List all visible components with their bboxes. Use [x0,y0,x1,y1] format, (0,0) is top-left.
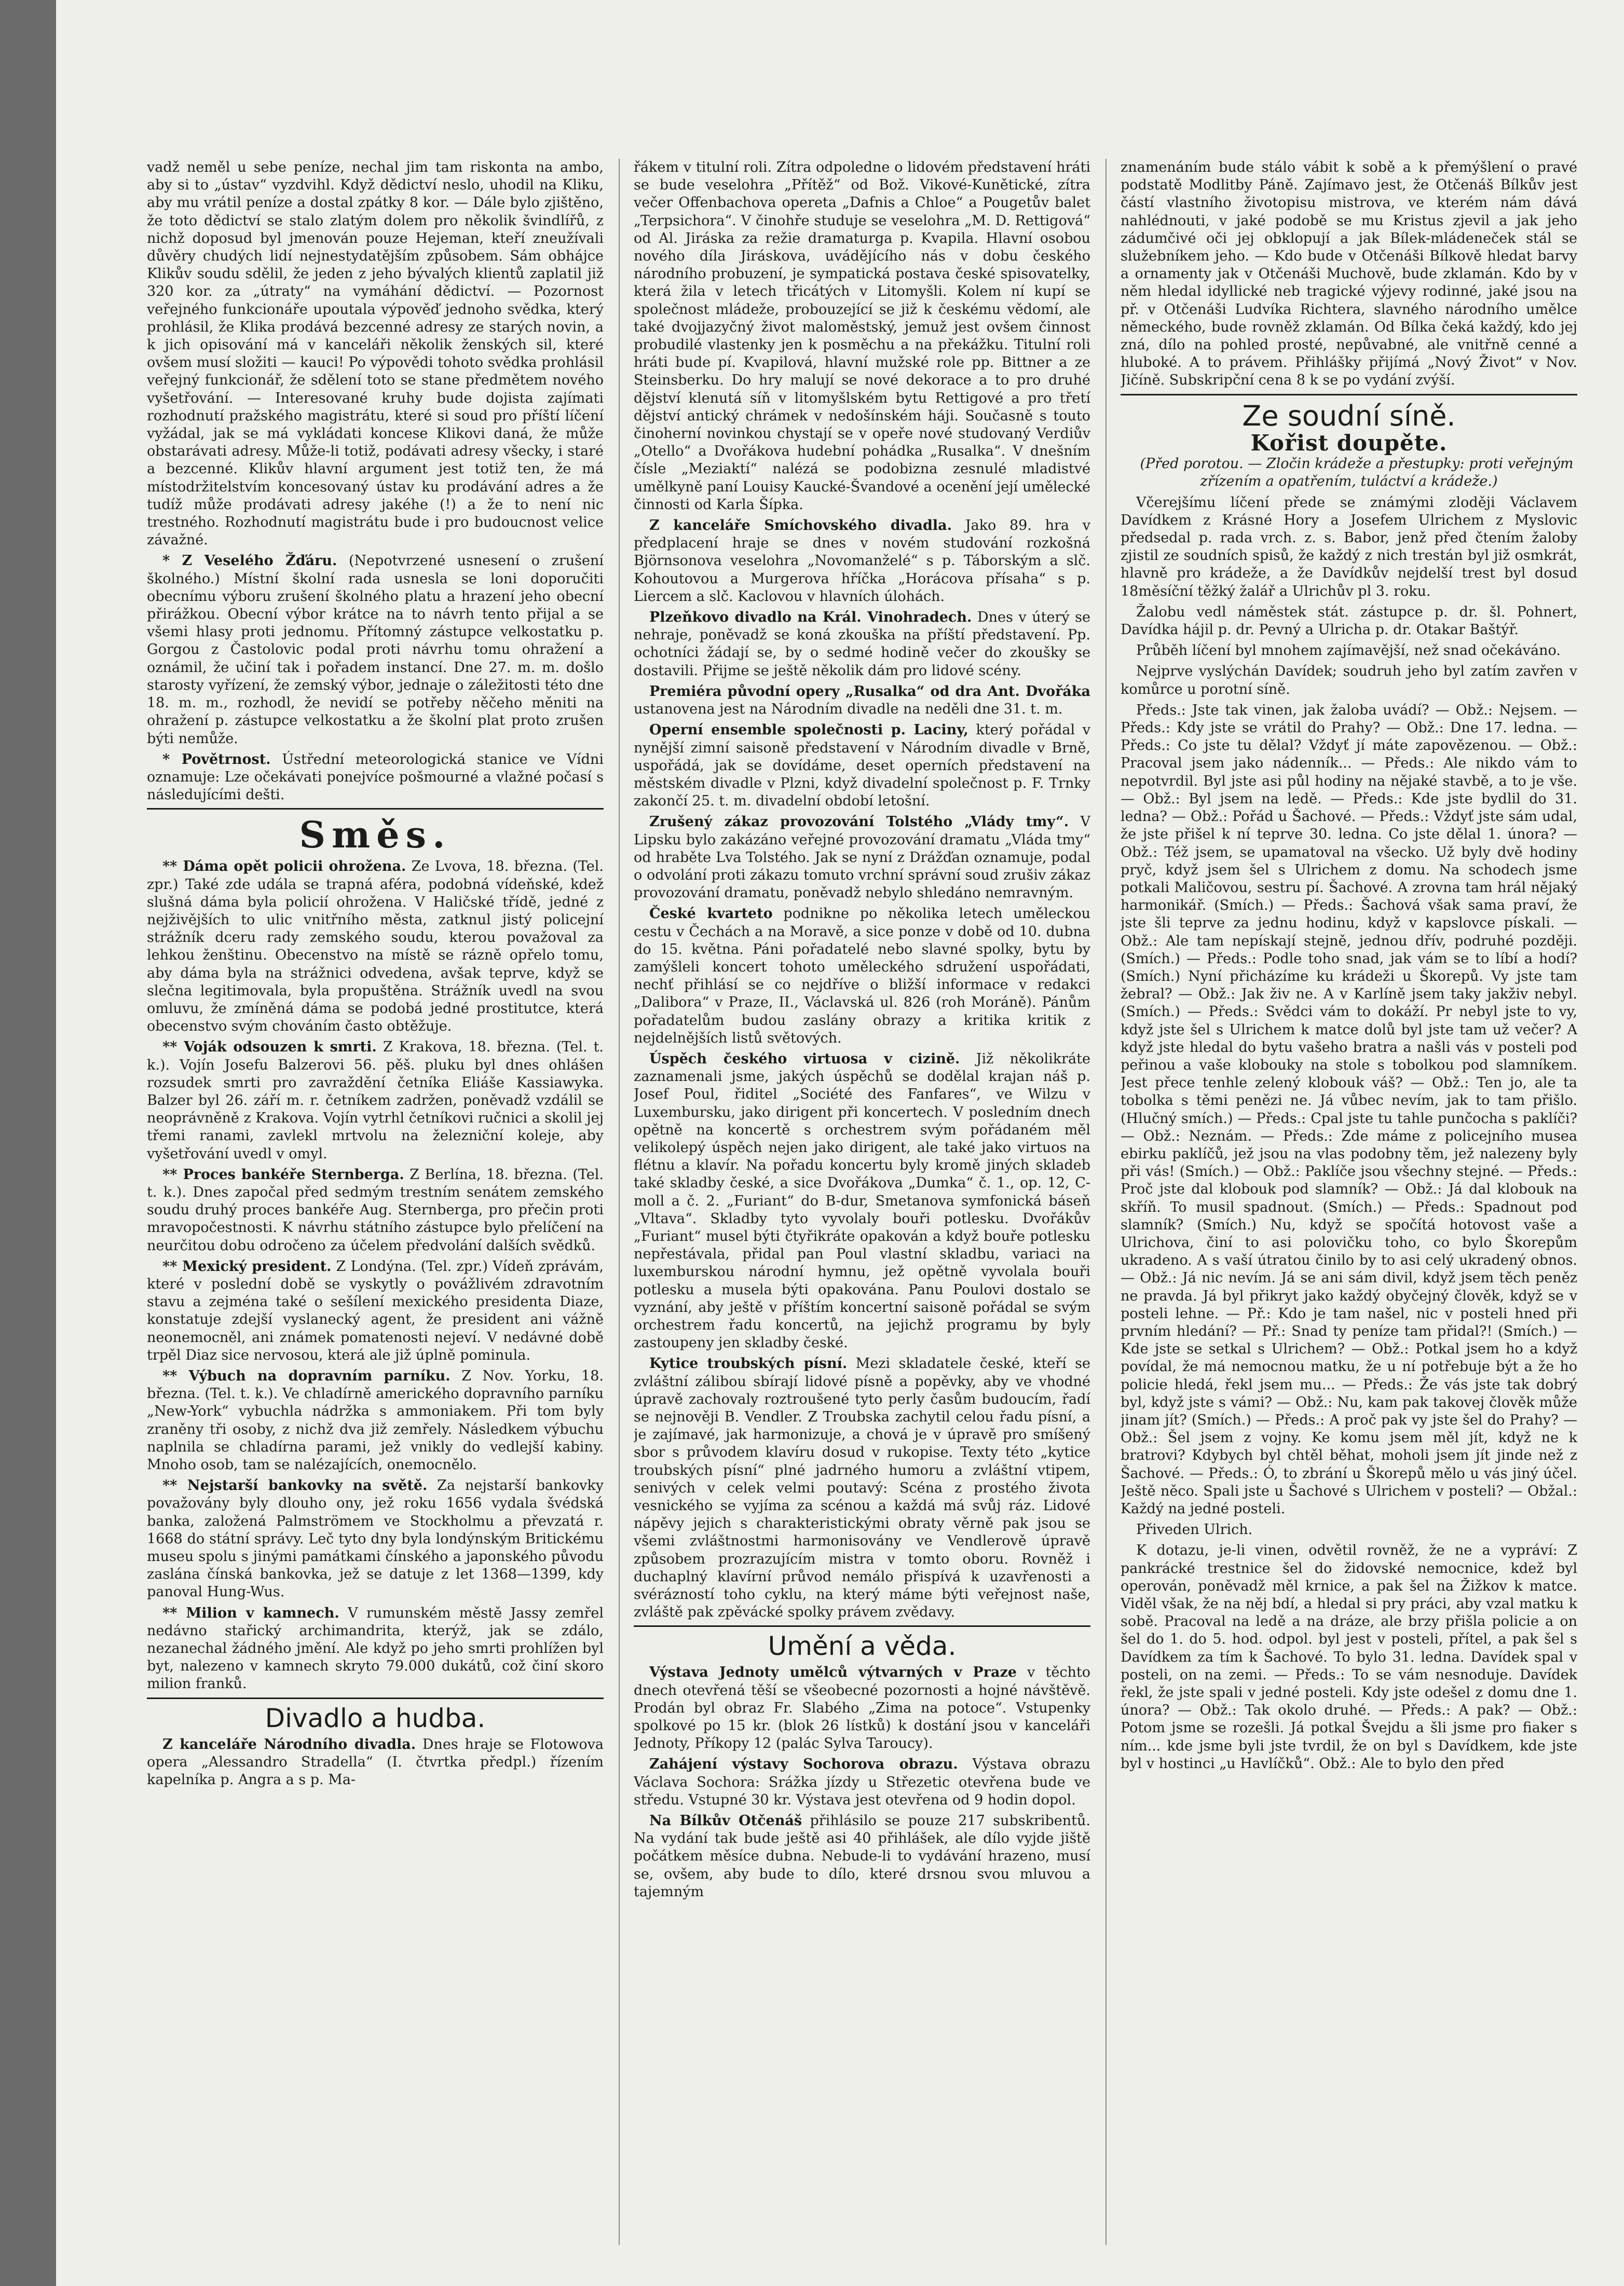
article-text: Z Londýna. (Tel. zpr.) Vídeň zprávám, které v poslední době se vyskytly o povážlivém zdravotním stavu a zejména také o sešílení mexického presidenta Diaze, konstatuje zdejší vyslanecký agent, že president ani vážně neonemocněl, ani známek pomatenosti nejeví. V nedávné době trpěl Diaz sice nervosou, která ale již úplně pominula. [147,1258,604,1363]
article-text: V Lipsku bylo zakázáno veřejné provozování dramatu „Vláda tmy“ od hraběte Lva Tolstého. Jak se nyní z Drážďan oznamuje, podal o odvolání proti zákazu tomuto vrchní správní soud zrušiv zákaz provozování dramatu, poněvadž nebylo shledáno nemravným. [634,814,1090,901]
article-heading: České kvarteto [649,906,773,922]
article-text: Dnes v úterý se nehraje, poněvadž se koná zkouška na příští představení. Pp. ochotníci žádají se, by o sedmé hodině večer do zkoušky se dostavili. Přijme se ještě několik dám pro lidové scény. [634,609,1090,679]
article-text: Ze Lvova, 18. března. (Tel. zpr.) Také zde udála se trapná aféra, podobná vídeňské, kdež slušná dáma byla policií ohrožena. V Haličské třídě, jedné z nejživějších to ulic vnitřního města, zatknul jistý policejní strážník dceru rady zemského soudu, kterou považoval za lehkou ženštinu. Obecenstvo na místě se rázně opřelo tomu, aby dáma byla na strážnici odvedena, avšak teprve, když se slečna legitimovala, byla propuštěna. Strážník uvedl na svou omluvu, že zmíněná dáma se podobá jedné prostitutce, která obecenstvo svým chováním často obtěžuje. [147,858,604,1035]
article-title: Kořist doupěte. [1250,430,1448,456]
article-paragraph [147,1258,604,1364]
article-text: Jako 89. hra v předplacení hraje se dnes v novém studování rozkošná Björnsonova veselohra „Novomanželé“ s p. Táborským a slč. Kohoutovou a Murgerova hříčka „Horácova přísaha“ s p. Liercem a slč. Kaclovou v hlavních úlohách. [634,517,1090,605]
article-paragraph: Žalobu vedl náměstek stát. zástupce p. dr. šl. Pohnert, Davídka hájil p. dr. Pevný a Ulricha p. dr. Otakar Baštýř. [1121,604,1577,638]
column-1 [147,159,604,2245]
article-heading: ** Nejstarší bankovky na světě. [162,1477,428,1494]
article-paragraph: Nejprve vyslýchán Davídek; soudruh jeho byl zatím zavřen v komůrce u porotní síně. [1121,663,1577,697]
article-text: Ústřední meteorologická stanice ve Vídni oznamuje: Lze očekávati ponejvíce pošmourné a vlažné počasí s následujícími dešti. [147,751,604,803]
article-heading: Z kanceláře Smíchovského divadla. [649,517,952,534]
article-heading: ** Voják odsouzen k smrti. [162,1039,377,1056]
article-paragraph [147,1736,604,1789]
column-2 [634,159,1090,2245]
article-paragraph: Včerejšímu líčení přede se známými zloději Václavem Davídkem z Krásné Hory a Josefem Ulrichem z Myslovic předsedal p. rada vrch. z. s. Babor, jenž před čtením žaloby zjistil ze soudních spisů, že každý z nich trestán byl již osmkrát, hlavně pro krádeže, a že Davídkův nejdelší trest byl dosud 18měsíční těžký žalář a Ulrichův pl 3. roku. [1121,494,1577,599]
column-divider [1106,159,1107,2245]
article-paragraph [634,517,1090,606]
article-text: ustanovena jest na Národním divadle na neděli dne 31. t. m. [634,701,1063,718]
article-paragraph: K dotazu, je-li vinen, odvětil rovněž, že ne a vypráví: Z pankrácké trestnice šel do židovské nemocnice, kdež byl operován, poněvadž měl krnice, a pak šel na Žižkov k matce. Viděl však, že na něj bdí, a hledal si pry práci, aby vzal matku k sobě. Pracoval na ledě a na dráze, ale brzy přišla policie a on šel do 1. do 5. hod. odpol. byl jest v posteli, přítel, a pak šel s Davídkem za tím k Šachové. To bylo 31. ledna. Davídek spal v posteli, on na zemi. — Předs.: To se vám nesnoduje. Davídek řekl, že jste spali v jedné posteli. Kdy jste odešel z domu dne 1. února? — Obž.: Tak okolo druhé. — Předs.: A pak? — Obž.: Potom jsme se rozešli. Já potkal Švejdu a šli jsme pro fiaker s ním... kde jsme byli jste tvrdil, že on byl s Davídkem, kde jste byl v hostinci „u Havlíčků“. Obž.: Ale to bylo den před [1121,1542,1577,1772]
article-heading: Operní ensemble společnosti p. Laciny, [649,722,968,738]
article-text: Výstava obrazu Václava Sochora: Srážka jízdy u Střezetic otevřena bude ve středu. Vstupné 30 kr. Výstava jest otevřena od 9 hodin dopol. [634,1756,1090,1808]
article-paragraph: Přiveden Ulrich. [1136,1522,1253,1538]
section-divider [634,1625,1090,1627]
page-body [147,159,1577,2245]
article-heading: Z kanceláře Národního divadla. [162,1736,416,1753]
article-heading: * Z Veselého Žďáru. [162,553,337,569]
article-heading: Zahájení výstavy Sochorova obrazu. [649,1756,958,1773]
article-paragraph: řákem v titulní roli. Zítra odpoledne o lidovém představení hráti se bude veselohra „Přítěž“ od Bož. Vikové-Kunětické, zítra večer Offenbachova opereta „Dafnis a Chloe“ a Pougetův balet „Terpsichora“. V činohře studuje se veselohra „M. D. Rettigová“ od Al. Jiráska za režie dramaturga p. Kvapila. Hlavní osobou nového díla Jiráskova, uvádějícího nás v dobu českého národního probuzení, je sympatická postava české spisovatelky, která žila v letech třicátých v Litomyšli. Kolem ní kupí se společnost mládeže, probouzející se již k českému vědomí, ale také dvojjazyčný život maloměstský, jemuž jest ovšem činnost probudilé vlastenky jen k posměchu a na překážku. Titulní roli hráti bude pí. Kvapilová, hlavní mužské role pp. Bittner a ze Steinsberku. Do hry malují se nové dekorace a to pro druhé dějství klenutá síň v litomyšlském bytu Rettigové a pro třetí dějství antický chrámek v nedošínském háji. Současně s touto činoherní novinkou chystají se v opeře nové studovaný Verdiův „Otello“ a Dvořákova hudební pohádka „Rusalka“. V dnešním čísle „Meziaktí“ nalézá se podobizna zesnulé mladistvé umělkyně paní Louisy Kaucké-Švandové a ocenění její umělecké činnosti od Karla Šípka. [634,159,1090,513]
article-heading: Výstava Jednoty umělců výtvarných v Praze [649,1664,1017,1681]
article-text: Z Berlína, 18. března. (Tel. t. k.). Dnes započal před sedmým trestním senátem zemského soudu druhý proces bankéře Aug. Sternberga, pro přečin proti mravopočestnosti. K návrhu státního zástupce bylo přelíčení na neurčitou dobu odročeno za účelem předvolání dalších svědků. [147,1166,604,1254]
article-paragraph [147,1038,604,1162]
article-heading: ** Milion v kamnech. [162,1605,339,1621]
article-paragraph [634,905,1090,1047]
section-title-divadlo: Divadlo a hudba. [265,1703,486,1733]
article-heading: ** Výbuch na dopravním parníku. [162,1368,451,1384]
article-heading: Kytice troubských písní. [649,1356,848,1372]
article-heading: ** Proces bankéře Sternberga. [162,1166,404,1183]
newspaper-page [56,0,1624,2286]
article-paragraph [634,683,1090,718]
article-text: Dnes hraje se Flotowova opera „Alessandro Stradella“ (I. čtvrtka předpl.) řízením kapelníka p. Angra a s p. Ma- [147,1736,604,1788]
article-heading: Premiéra původní opery „Rusalka“ od dra Ant. Dvořáka [649,683,1090,700]
article-text: (Nepotvrzené usnesení o zrušení školného.) Místní školní rada usnesla se loni doporučiti obecnímu výboru zrušení školného platu a hrazení jeho obecní přirážkou. Obecní výbor krátce na to návrh tento přijal a se všemi hlasy proti jednomu. Přítomný zástupce velkostatku p. Gorgou z Častolovic podal proti návrhu tomu ohražení a oznámil, že učiní tak i pořadem instancí. Dne 27. m. m. došlo starosty vyřízení, že zemský výbor, jednaje o záležitosti této dne 18. m. m., rozhodl, že nevidí se potřeby něčeho měniti na ohražení p. zástupce velkostatku a že školní plat proto zrušen býti nemůže. [147,553,604,747]
article-paragraph [634,609,1090,680]
article-paragraph [147,858,604,1035]
article-paragraph [634,1664,1090,1753]
section-title-smes: Směs. [299,813,452,857]
article-paragraph [634,813,1090,902]
article-heading: Na Bílkův Otčenáš [649,1813,802,1829]
article-heading: ** Mexický president. [162,1258,332,1275]
section-title-umeni: Umění a věda. [768,1631,957,1662]
article-text: Z Krakova, 18. března. (Tel. t. k.). Vojín Josefu Balzerovi 56. pěš. pluku byl dnes ohlášen rozsudek smrti pro zavraždění četníka Eliáše Kassiawyka. Balzer byl 26. září m. r. četníkem zadržen, poněvadž vzdálil se neoprávněně z Krakova. Vojín vytrhl četníkovi ručnici a skolil jej třemi ranami, zavlekl mrtvolu na železniční koleje, aby vyšetřování uvedl v omyl. [147,1039,604,1162]
article-text: přihlásilo se pouze 217 subskribentů. Na vydání tak bude ještě asi 40 přihlášek, ale dílo vyjde jiště počátkem měsíce dubna. Nebude-li to vydávání hrazeno, musí se, ovšem, aby bude to dílo, které drsnou svou mluvou a tajemným [634,1813,1090,1900]
article-heading: ** Dáma opět policii ohrožena. [162,858,406,875]
section-title-soudni-sin: Ze soudní síně. [1242,399,1456,432]
article-heading: Zrušený zákaz provozování Tolstého „Vlády tmy“. [649,814,1069,830]
article-paragraph [634,721,1090,810]
article-text: V rumunském městě Jassy zemřel nedávno stařický archimandrita, kterýž, jak se zdálo, nezanechal žádného jmění. Ale když po jeho smrti prohlížen byl byt, nalezeno v kamnech skryto 79.000 dukátů, což činí skoro milion franků. [147,1605,604,1692]
article-paragraph [634,1355,1090,1621]
article-text: Mezi skladatele české, kteří se zvláštní zálibou sbírají lidové písně a popěvky, aby ve vhodné úpravě zachovaly roztroušené tyto perly časům budoucím, řadí se nejnověji B. Vendler. Z Troubska zachytil celou řadu písní, a je zajímavé, jak harmonizuje, a chová je v úpravě pro smíšený sbor s průvodem klavíru dosud v rukopise. Texty této „kytice troubských písní“ plné jadrného humoru a zvláštní vtipem, senivých v celek velmi poutavý: Scéna z prostého života vesnického se vyjíma za scénou a každá má svůj ráz. Lidové nápěvy jejich s charakteristickými obraty věrně pak jsou se všemi zvláštnostmi harmonisovány ve Vendlerově úpravě způsobem prozrazujícím mistra v tomto oboru. Rovněž i duchaplný klavírní průvod nemálo přispívá k uzavřenosti a svérázností toho cyklu, na který máme býti veřejnost naše, zvláště pak zpěvácké spolky právem zvědavy. [634,1356,1090,1621]
column-3 [1121,159,1577,2245]
article-paragraph [147,751,604,804]
article-paragraph [634,1756,1090,1809]
article-text: který pořádal v nynější zimní saisoně představení v Národním divadle v Brně, uspořádá, jak se dovídáme, deset operních představení na městském divadle v Plzni, když divadelní společnost p. F. Trnky zakončí 25. t. m. divadelní období letošní. [634,722,1090,810]
article-paragraph: Průběh líčení byl mnohem zajímavější, než snad očekáváno. [1136,642,1561,659]
article-text: Z Nov. Yorku, 18. března. (Tel. t. k.). Ve chladírně amerického dopravního parníku „New-York“ vybuchla nádržka s ammoniakem. Při tom byly zraněny tři osoby, z nichž dva již zemřely. Následkem výbuchu naplnila se chladírna parami, jež vnikly do vedlejší kabiny. Mnoho osob, tam se nalézajících, onemocnělo. [147,1368,604,1473]
article-text: v těchto dnech otevřená těší se všeobecné pozornosti a hojné návštěvě. Prodán byl obraz Fr. Slabého „Zima na potoce“. Vstupenky spolkové po 15 kr. (blok 26 lístků) k dostání jsou v kanceláři Jednoty, Příkopy 12 (palác Sylva Taroucy). [634,1664,1090,1752]
article-paragraph [634,1050,1090,1352]
section-divider [147,1698,604,1699]
article-heading: * Povětrnost. [162,751,271,768]
article-paragraph [147,1166,604,1255]
article-paragraph [147,1367,604,1474]
article-paragraph: Předs.: Jste tak vinen, jak žaloba uvádí? — Obž.: Nejsem. — Předs.: Kdy jste se vrátil do Prahy? — Obž.: Dne 17. ledna. — Předs.: Co jste tu dělal? Vždyť jí máte zapovězenou. — Obž.: Pracoval jsem jako nádenník... — Předs.: Ale nikdo vám to nepotvrdil. Byl jste asi půl hodiny na nějaké stavbě, a to je vše. — Obž.: Byl jsem na ledě. — Předs.: Kde jste bydlil do 31. ledna? — Obž.: Pořád u Šachové. — Předs.: Vždyť jste sám udal, že jste přišel k ní teprve 30. ledna. Co jste dělal 1. února? — Obž.: Též jsem, se upamatoval na všecko. Už byly dvě hodiny pryč, když jsem šel s Ulrichem z domu. Na schodech jsme potkali Maličovou, sestru pí. Šachové. A zrovna tam hrál nějaký harmonikář. (Smích.) — Předs.: Šachová však sama praví, že jste šli teprve za jednu hodinu, když v kapslovce pískali. — Obž.: Ale tam nepískají stejně, jednou dřív, podruhé později. (Smích.) — Předs.: Podle toho snad, jak vám se to líbí a hodí? (Smích.) Nyní přicházíme ku krádeži u Škorepů. Vy jste tam žebral? — Obž.: Jak živ ne. A v Karlíně jsem taky jakživ nebyl. (Smích.) — Předs.: Svědci vám to dokáží. Pr nebyl jste to vy, když jste šel s Ulrichem k matce dolů byl jste tam už večer? A když jste hledal do bytu vašeho bratra a našli vás v posteli pod peřinou a vaše klobouky na stole s tobolkou pod slamníkem. Jest přece tenhle zelený klobouk váš? — Obž.: Ten jo, ale ta tobolka s těmi penězi ne. Já vůbec nevím, jak to tam přišlo. (Hlučný smích.) — Předs.: Cpal jste tu tahle punčocha s paklíči? — Obž.: Neznám. — Předs.: Zde máme z policejního musea ebirku paklíčů, jež jsou na vlas podobny těm, jež nalezeny byly při vás! (Smích.) — Obž.: Paklíče jsou všechny stejné. — Předs.: Proč jste dal klobouk pod slamník? — Obž.: Já dal klobouk na skříň. To musil spadnout. (Smích.) — Předs.: Spadnout pod slamník? (Smích.) Nu, když se spočítá hotovost vaše a Ulrichova, činí to asi polovičku toho, co bylo Škorepům ukradeno. A s vaší útratou činilo by to asi celý ukradený obnos. — Obž.: Já nic nevím. Já se ani sám divil, když jsem těch peněz ne pravda. Já byl přikryt jako každý obyčejný člověk, když se v posteli lehne. — Př.: Kdo je tam našel, nic v posteli hned při prvním hledání? — Př.: Snad ty peníze tam přidal?! (Smích.) — Kde jste se setkal s Ulrichem? — Obž.: Potkal jsem ho a když povídal, že má nemocnou matku, že u ní potřebuje být a že ho policie hledá, řekl jsem mu... — Předs.: Že vás jste tak dobrý byl, když jste s vámi? — Obž.: Nu, kam pak takovej člověk může jinam jít? (Smích.) — Předs.: A proč pak vy jste šel do Prahy? — Obž.: Šel jsem z vojny. Ke komu jsem měl jít, když ne k bratrovi? Kdybych byl chtěl běhat, moholi jsem jít jinde než z Šachové. — Předs.: Ó, to zbrání u Škorepů mělo u vás jiný účel. Ještě něco. Spali jste u Šachové s Ulrichem v posteli? — Obžal.: Každý na jedné posteli. [1121,702,1577,1517]
article-text: podnikne po několika letech uměleckou cestu v Čechách a na Moravě, a sice ponze v době od 10. dubna do 15. května. Páni pořadatelé nebo slavné spolky, bytu by zamýšleli koncert tohoto uměleckého sdružení uspořádati, nechť přihlásí se co nejdříve o bližší informace v redakci „Dalibora“ v Praze, II., Václavská ul. 826 (roh Moráně). Pánům pořadatelům budou zaslány obrazy a kritika kritik z nejdelnějších listů světových. [634,906,1090,1046]
article-paragraph [634,1812,1090,1901]
section-divider [147,808,604,810]
article-paragraph: vadž neměl u sebe peníze, nechal jim tam riskonta na ambo, aby si to „ústav“ vyzdvihl. Když dědictví neslo, uhodil na Kliku, aby mu vrátil peníze a dostal zpátky 8 kor. — Dále bylo zjištěno, že toto dědictví se stalo zlatým dolem pro několik švindlířů, z nichž doposud byl jmenován pouze Hejeman, kteří zneužívali důvěry chudých lidí nejnestydatějším způsobem. Sám obhájce Klikův soudu sdělil, že jeden z jeho bývalých klientů zaplatil již 320 kor. za „útraty“ na vymáhání dědictví. — Pozornost veřejného funkcionáře upoutala výpověď jednoho svědka, který prohlásil, že Klika prodává bezcenné adresy ze starých novin, a k jich opisování má v kanceláři několik ženských sil, které ovšem musí složiti — kauci! Po výpovědi tohoto svědka prohlásil veřejný funkcionář, že sdělení toto se stane předmětem nového vyšetřování. — Interesované kruhy bude dojista zajímati rozhodnutí pražského magistrátu, které si soud pro příští líčení vyžádal, jak se má vykládati koncese Klikovi daná, že může obstarávati adresy. Může-li totiž, podávati adresy všecky, i staré a bezcenné. Klikův hlavní argument jest totiž ten, že má místodržitelstvím koncesovaný ústav ku prodávání adres a že tudíž může prodávati adresy jakéhe (!) a že to není nic trestného. Rozhodnutí magistrátu bude i pro budoucnost velice závažné. [147,159,604,549]
article-heading: Plzeňkovo divadlo na Král. Vinohradech. [649,609,972,626]
article-heading: Úspěch českého virtuosa v cizině. [649,1050,960,1067]
article-text: Za nejstarší bankovky považovány byly dlouho ony, jež roku 1656 vydala švédská banka, založená Palmströmem ve Stockholmu a převzatá r. 1668 do státní správy. Leč tyto dny byla londýnským Britickému museu spolu s jinými památkami čínského a japonského původu zaslána čínská bankovka, jež se datuje z let 1368—1399, kdy panoval Hung-Wus. [147,1477,604,1600]
section-divider [1121,394,1577,395]
article-paragraph [147,552,604,747]
article-lead: (Před porotou. — Zločin krádeže a přestupky: proti veřejným zřízením a opatřením, tuláctví a krádeže.) [1140,456,1574,490]
column-divider [619,159,620,2245]
article-paragraph: znamenáním bude stálo vábit k sobě a k přemýšlení o pravé podstatě Modlitby Páně. Zajímavo jest, že Otčenáš Bílkův jest částí vlastního životopisu mistrova, ve kterém nám dává nahlédnouti, v jaké podobě se mu Kristus zjevil a jak jeho zádumčivé oči jej obklopují a jak Bílek-mládeneček stál se služebníkem jeho. — Kdo bude v Otčenáši Bílkově hledat barvy a ornamenty jak v Otčenáši Muchově, bude zklamán. Kdo by v něm hledal idyllické neb tragické výjevy rodinné, jaké jsou na př. v Otčenáši Ludvíka Richtera, slavného národního umělce německého, bude rovněž zklamán. Od Bílka čeká každý, kdo jej zná, dílo na pohled prosté, nepůvabné, ale vnitřně cenné a hluboké. A to právem. Přihlášky přijímá „Nový Život“ v Nov. Jičíně. Subskripční cena 8 k se po vydání zvýší. [1121,159,1577,389]
article-paragraph [147,1605,604,1693]
article-text: Již několikráte zaznamenali jsme, jakých úspěchů se dodělal krajan náš p. Josef Poul, řiditel „Société des Fanfares“, ve Wilzu v Luxembursku, jako dirigent při koncertech. V posledním dnech opětně na koncertě s orchestrem svým pořádaném měl velikolepý úspěch nejen jako dirigent, ale také jako virtuos na flétnu a klavír. Na pořadu koncertu byly kromě jiných skladeb také skladby české, a sice Dvořákova „Dumka“ č. 1., op. 12, C-moll a č. 2. „Furiant“ do B-dur, Smetanova symfonická báseň „Vltava“. Skladby tyto vyvolaly bouři potlesku. Dvořákův „Furiant“ musel býti čtyřikráte opakován a když bouře potlesku nepřestávala, přidal pan Poul vlastní skladbu, variaci na luxemburskou národní hymnu, jež opětně vyvolala bouři potlesku a musela býti opakována. Panu Poulovi dostalo se vyznání, aby ještě v příštím koncertní saisoně pořádal se svým orchestrem řadu koncertů, na jejichž programu by byly zastoupeny jen skladby české. [634,1050,1090,1351]
article-paragraph [147,1477,604,1601]
